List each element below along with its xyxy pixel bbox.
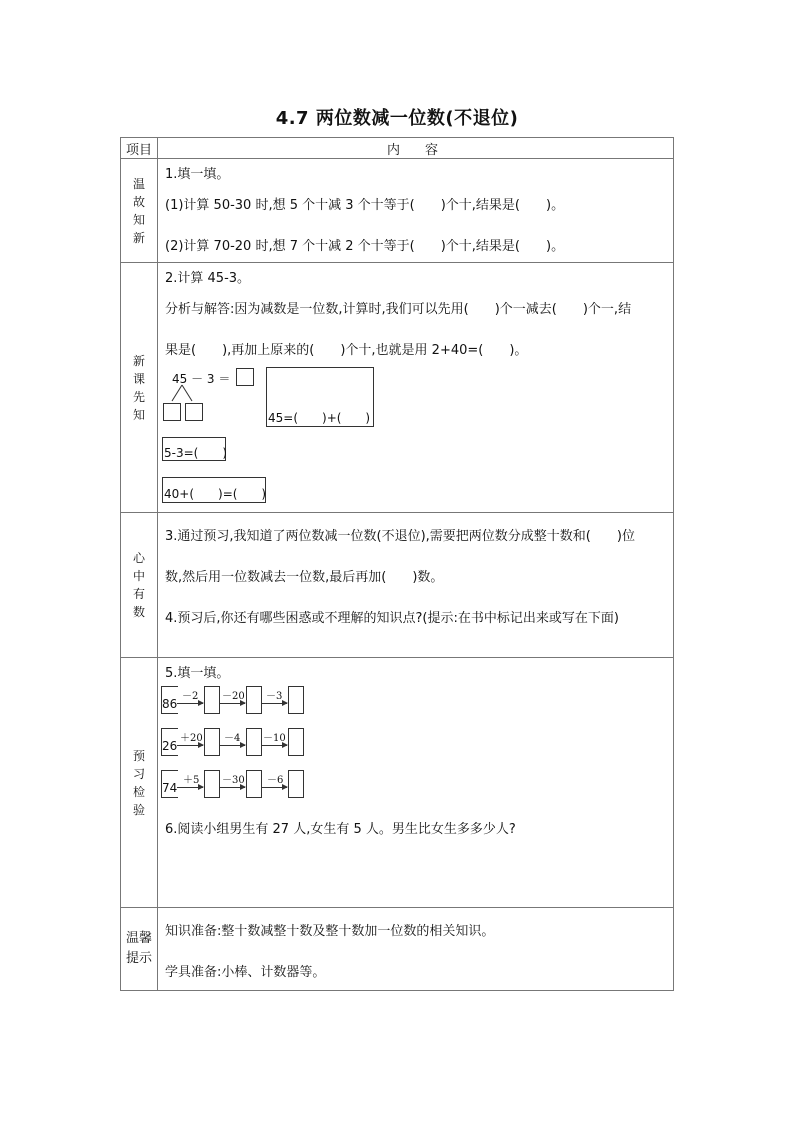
answer-box bbox=[204, 770, 220, 798]
label-newlesson-text: 新课先知 bbox=[132, 353, 145, 422]
content-review bbox=[158, 159, 674, 263]
arrow bbox=[219, 787, 245, 788]
q1b-text: (2)计算 70-20 时,想 7 个十减 2 个十等于( )个十,结果是( )。 bbox=[165, 239, 565, 254]
header-item: 项目 bbox=[121, 138, 158, 159]
answer-box bbox=[288, 728, 304, 756]
q5-title: 5.填一填。 bbox=[165, 666, 230, 681]
content-newlesson bbox=[158, 263, 674, 513]
label-review bbox=[121, 159, 158, 263]
chain-op: －30 bbox=[222, 775, 245, 786]
q1-title: 1.填一填。 bbox=[165, 167, 230, 182]
row-check bbox=[121, 658, 674, 908]
chain-2 bbox=[161, 728, 311, 754]
chain-start-number: 74 bbox=[162, 781, 178, 795]
expr-45-3: 45 － 3 ＝ bbox=[172, 372, 231, 386]
row-tips bbox=[121, 908, 674, 991]
arrow bbox=[261, 703, 287, 704]
content-check bbox=[158, 658, 674, 908]
answer-box bbox=[288, 686, 304, 714]
step1-text: 5-3=( ) bbox=[164, 446, 228, 460]
tip-tools: 学具准备:小棒、计数器等。 bbox=[165, 965, 326, 980]
arrow bbox=[219, 703, 245, 704]
label-check-text: 预习检验 bbox=[132, 748, 145, 817]
q2-title: 2.计算 45-3。 bbox=[165, 271, 251, 286]
chain-start-number: 26 bbox=[162, 739, 178, 753]
arrow bbox=[261, 745, 287, 746]
chain-1 bbox=[161, 686, 311, 712]
chain-op: －6 bbox=[267, 775, 284, 786]
q1a-text: (1)计算 50-30 时,想 5 个十减 3 个十等于( )个十,结果是( )。 bbox=[165, 198, 565, 213]
answer-box bbox=[246, 770, 262, 798]
chain-op: －3 bbox=[266, 691, 283, 702]
chain-op: ＋5 bbox=[183, 775, 200, 786]
label-mind bbox=[121, 513, 158, 658]
arrow bbox=[261, 787, 287, 788]
content-mind bbox=[158, 513, 674, 658]
arrow bbox=[177, 703, 203, 704]
chain-op: －2 bbox=[182, 691, 199, 702]
answer-box bbox=[204, 686, 220, 714]
label-newlesson bbox=[121, 263, 158, 513]
split-box-tens bbox=[163, 403, 181, 421]
chain-start-number: 86 bbox=[162, 697, 178, 711]
q6-text: 6.阅读小组男生有 27 人,女生有 5 人。男生比女生多多少人? bbox=[165, 822, 516, 837]
tip-knowledge: 知识准备:整十数减整十数及整十数加一位数的相关知识。 bbox=[165, 924, 495, 939]
answer-box bbox=[246, 728, 262, 756]
preview-table bbox=[120, 137, 674, 991]
analysis-line2: 果是( ),再加上原来的( )个十,也就是用 2+40=( )。 bbox=[165, 343, 528, 358]
row-review bbox=[121, 159, 674, 263]
q3-line2: 数,然后用一位数减去一位数,最后再加( )数。 bbox=[165, 570, 444, 585]
answer-box bbox=[204, 728, 220, 756]
header-content: 内 容 bbox=[158, 138, 674, 159]
table-header-row bbox=[121, 138, 674, 159]
content-tips bbox=[158, 908, 674, 991]
label-tips-text: 温馨提示 bbox=[125, 931, 152, 966]
split-text: 45=( )+( ) bbox=[268, 411, 371, 425]
answer-box bbox=[246, 686, 262, 714]
answer-box bbox=[288, 770, 304, 798]
q3-line1: 3.通过预习,我知道了两位数减一位数(不退位),需要把两位数分成整十数和( )位 bbox=[165, 529, 635, 544]
analysis-line1: 分析与解答:因为减数是一位数,计算时,我们可以先用( )个一减去( )个一,结 bbox=[165, 302, 632, 317]
step2-text: 40+( )=( ) bbox=[164, 487, 267, 501]
label-tips bbox=[121, 908, 158, 991]
label-mind-text: 心中有数 bbox=[132, 551, 145, 619]
q4-text: 4.预习后,你还有哪些困惑或不理解的知识点?(提示:在书中标记出来或写在下面) bbox=[165, 611, 619, 626]
split-box-ones bbox=[185, 403, 203, 421]
label-check bbox=[121, 658, 158, 908]
arrow bbox=[219, 745, 245, 746]
arrow bbox=[177, 745, 203, 746]
row-mind bbox=[121, 513, 674, 658]
chain-3 bbox=[161, 770, 311, 796]
answer-box bbox=[236, 368, 254, 386]
chain-op: －20 bbox=[222, 691, 245, 702]
label-review-text: 温故知新 bbox=[132, 176, 145, 245]
split-lines bbox=[168, 383, 198, 403]
chain-op: －4 bbox=[224, 733, 241, 744]
row-newlesson bbox=[121, 263, 674, 513]
arrow bbox=[177, 787, 203, 788]
chain-op: －10 bbox=[263, 733, 286, 744]
page-title: 4.7 两位数减一位数(不退位) bbox=[275, 108, 519, 129]
chain-op: ＋20 bbox=[180, 733, 203, 744]
